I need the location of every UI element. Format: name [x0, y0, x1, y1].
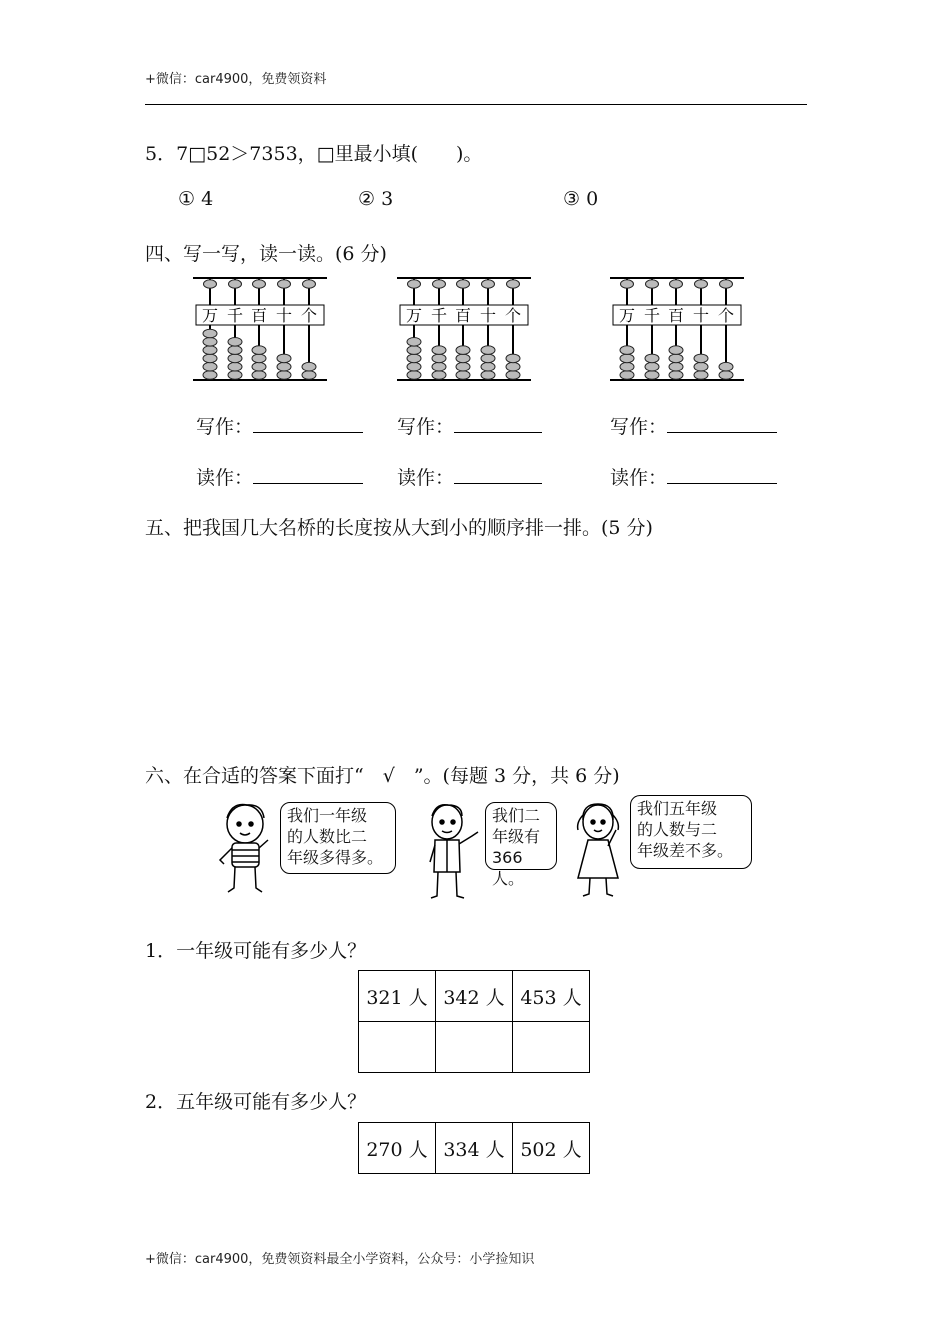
- lower-bead-ge: [506, 362, 520, 371]
- lower-bead-wan: [203, 329, 217, 338]
- lower-bead-qian: [228, 371, 242, 380]
- place-label-ge: 个: [717, 306, 735, 325]
- lower-bead-bai: [252, 362, 266, 371]
- lower-bead-bai: [252, 371, 266, 380]
- place-label-wan: 万: [201, 306, 219, 325]
- write-line-2: [397, 412, 542, 439]
- place-label-wan: 万: [618, 306, 636, 325]
- bubble-3-line-1: 我们五年级: [637, 799, 718, 818]
- q6-1-check-cell-1[interactable]: [359, 1022, 436, 1073]
- write-line-1: [196, 412, 363, 439]
- lower-bead-ge: [506, 371, 520, 380]
- lower-bead-ge: [302, 371, 316, 380]
- bubble-2-line-1: 我们二: [492, 806, 541, 825]
- lower-bead-wan: [203, 354, 217, 363]
- lower-bead-shi: [481, 371, 495, 380]
- lower-bead-wan: [620, 346, 634, 355]
- speech-bubble-2: [485, 802, 557, 888]
- read-line-2: [397, 463, 542, 490]
- lower-bead-qian: [228, 338, 242, 347]
- write-line-3: [610, 412, 777, 439]
- upper-bead-ge: [720, 280, 733, 288]
- girl-illustration: [568, 800, 628, 902]
- lower-bead-wan: [620, 354, 634, 363]
- place-label-qian: 千: [226, 306, 244, 325]
- place-label-ge: 个: [504, 306, 522, 325]
- place-label-ge: 个: [300, 306, 318, 325]
- bubble-3-line-3: 年级差不多。: [637, 841, 734, 860]
- place-label-shi: 十: [275, 306, 293, 325]
- header-rule: [145, 104, 807, 105]
- abacus-1: [193, 278, 327, 380]
- read-blank-3[interactable]: [667, 465, 777, 484]
- read-line-1: [196, 463, 363, 490]
- q6-1-check-cell-3[interactable]: [513, 1022, 590, 1073]
- q6-1-choice-2: 342 人: [436, 971, 513, 1022]
- lower-bead-wan: [620, 371, 634, 380]
- lower-bead-wan: [407, 338, 421, 347]
- bubble-1-line-1: 我们一年级: [287, 806, 368, 825]
- section5-title: 五、把我国几大名桥的长度按从大到小的顺序排一排。(5 分): [145, 517, 653, 539]
- abacus-3: [610, 278, 744, 380]
- speech-bubble-3: [630, 795, 752, 869]
- q6-1-text: 1．一年级可能有多少人？: [145, 940, 367, 962]
- upper-bead-shi: [278, 280, 291, 288]
- lower-bead-wan: [407, 354, 421, 363]
- abacus-group: [185, 270, 755, 388]
- write-blank-1[interactable]: [253, 414, 363, 433]
- lower-bead-shi: [277, 354, 291, 363]
- place-label-qian: 千: [643, 306, 661, 325]
- place-label-shi: 十: [692, 306, 710, 325]
- upper-bead-ge: [303, 280, 316, 288]
- read-label: 读作：: [196, 467, 254, 489]
- q5-option-1[interactable]: ① 4: [178, 188, 214, 210]
- place-label-wan: 万: [405, 306, 423, 325]
- upper-bead-wan: [408, 280, 421, 288]
- write-label: 写作：: [397, 416, 455, 438]
- read-label: 读作：: [397, 467, 455, 489]
- lower-bead-ge: [506, 354, 520, 363]
- header-text: +微信：car4900，免费领资料: [145, 72, 327, 87]
- lower-bead-shi: [694, 371, 708, 380]
- lower-bead-shi: [694, 362, 708, 371]
- lower-bead-wan: [203, 362, 217, 371]
- upper-bead-shi: [695, 280, 708, 288]
- section6-title: 六、在合适的答案下面打“ √ ”。(每题 3 分，共 6 分): [145, 765, 620, 787]
- lower-bead-wan: [407, 346, 421, 355]
- lower-bead-qian: [228, 346, 242, 355]
- write-label: 写作：: [196, 416, 254, 438]
- lower-bead-wan: [407, 362, 421, 371]
- lower-bead-bai: [456, 346, 470, 355]
- lower-bead-ge: [719, 362, 733, 371]
- lower-bead-bai: [252, 354, 266, 363]
- q6-2-text: 2．五年级可能有多少人？: [145, 1091, 367, 1113]
- upper-bead-bai: [457, 280, 470, 288]
- lower-bead-ge: [302, 362, 316, 371]
- place-label-bai: 百: [250, 306, 268, 325]
- lower-bead-qian: [228, 362, 242, 371]
- boy-1-illustration: [212, 800, 282, 902]
- lower-bead-bai: [669, 354, 683, 363]
- place-label-shi: 十: [479, 306, 497, 325]
- lower-bead-shi: [694, 354, 708, 363]
- upper-bead-bai: [670, 280, 683, 288]
- bubble-1-line-2: 的人数比二: [287, 827, 368, 846]
- lower-bead-qian: [228, 354, 242, 363]
- upper-bead-shi: [482, 280, 495, 288]
- lower-bead-shi: [481, 346, 495, 355]
- upper-bead-qian: [433, 280, 446, 288]
- q6-2-choice-2: 334 人: [436, 1123, 513, 1174]
- lower-bead-qian: [432, 354, 446, 363]
- lower-bead-bai: [669, 362, 683, 371]
- q5-option-2[interactable]: ② 3: [358, 188, 394, 210]
- bubble-3-line-2: 的人数与二: [637, 820, 718, 839]
- lower-bead-shi: [481, 362, 495, 371]
- lower-bead-bai: [252, 346, 266, 355]
- read-blank-1[interactable]: [253, 465, 363, 484]
- upper-bead-qian: [229, 280, 242, 288]
- boy-2-illustration: [422, 800, 484, 902]
- write-blank-2[interactable]: [454, 414, 542, 433]
- q6-1-choice-3: 453 人: [513, 971, 590, 1022]
- read-blank-2[interactable]: [454, 465, 542, 484]
- lower-bead-shi: [277, 371, 291, 380]
- write-label: 写作：: [610, 416, 668, 438]
- lower-bead-shi: [481, 354, 495, 363]
- lower-bead-ge: [719, 371, 733, 380]
- lower-bead-qian: [432, 346, 446, 355]
- lower-bead-wan: [203, 346, 217, 355]
- lower-bead-bai: [669, 371, 683, 380]
- upper-bead-qian: [646, 280, 659, 288]
- lower-bead-wan: [203, 371, 217, 380]
- q6-2-answer-table: [358, 1122, 590, 1174]
- q6-2-choice-3: 502 人: [513, 1123, 590, 1174]
- lower-bead-qian: [645, 371, 659, 380]
- q6-1-answer-table: [358, 970, 590, 1073]
- section4-title: 四、写一写，读一读。(6 分): [145, 243, 387, 265]
- lower-bead-qian: [432, 371, 446, 380]
- lower-bead-qian: [645, 362, 659, 371]
- upper-bead-wan: [621, 280, 634, 288]
- bubble-2-line-3: 366人。: [492, 848, 525, 888]
- upper-bead-wan: [204, 280, 217, 288]
- speech-bubble-1: [280, 802, 396, 874]
- lower-bead-shi: [277, 362, 291, 371]
- lower-bead-qian: [645, 354, 659, 363]
- lower-bead-wan: [620, 362, 634, 371]
- lower-bead-bai: [456, 362, 470, 371]
- q6-1-check-cell-2[interactable]: [436, 1022, 513, 1073]
- place-label-bai: 百: [454, 306, 472, 325]
- upper-bead-ge: [507, 280, 520, 288]
- place-label-qian: 千: [430, 306, 448, 325]
- lower-bead-bai: [456, 371, 470, 380]
- q5-option-3[interactable]: ③ 0: [563, 188, 599, 210]
- lower-bead-bai: [669, 346, 683, 355]
- q6-1-choice-1: 321 人: [359, 971, 436, 1022]
- q6-2-choice-1: 270 人: [359, 1123, 436, 1174]
- read-line-3: [610, 463, 777, 490]
- read-label: 读作：: [610, 467, 668, 489]
- write-blank-3[interactable]: [667, 414, 777, 433]
- bubble-2-line-2: 年级有: [492, 827, 541, 846]
- upper-bead-bai: [253, 280, 266, 288]
- abacus-2: [397, 278, 531, 380]
- lower-bead-bai: [456, 354, 470, 363]
- bubble-1-line-3: 年级多得多。: [287, 848, 384, 867]
- footer-text: +微信：car4900，免费领资料最全小学资料，公众号：小学捡知识: [145, 1252, 535, 1267]
- lower-bead-wan: [407, 371, 421, 380]
- lower-bead-wan: [203, 338, 217, 347]
- place-label-bai: 百: [667, 306, 685, 325]
- q5-text: 5．7□52＞7353，□里最小填( )。: [145, 143, 483, 165]
- lower-bead-qian: [432, 362, 446, 371]
